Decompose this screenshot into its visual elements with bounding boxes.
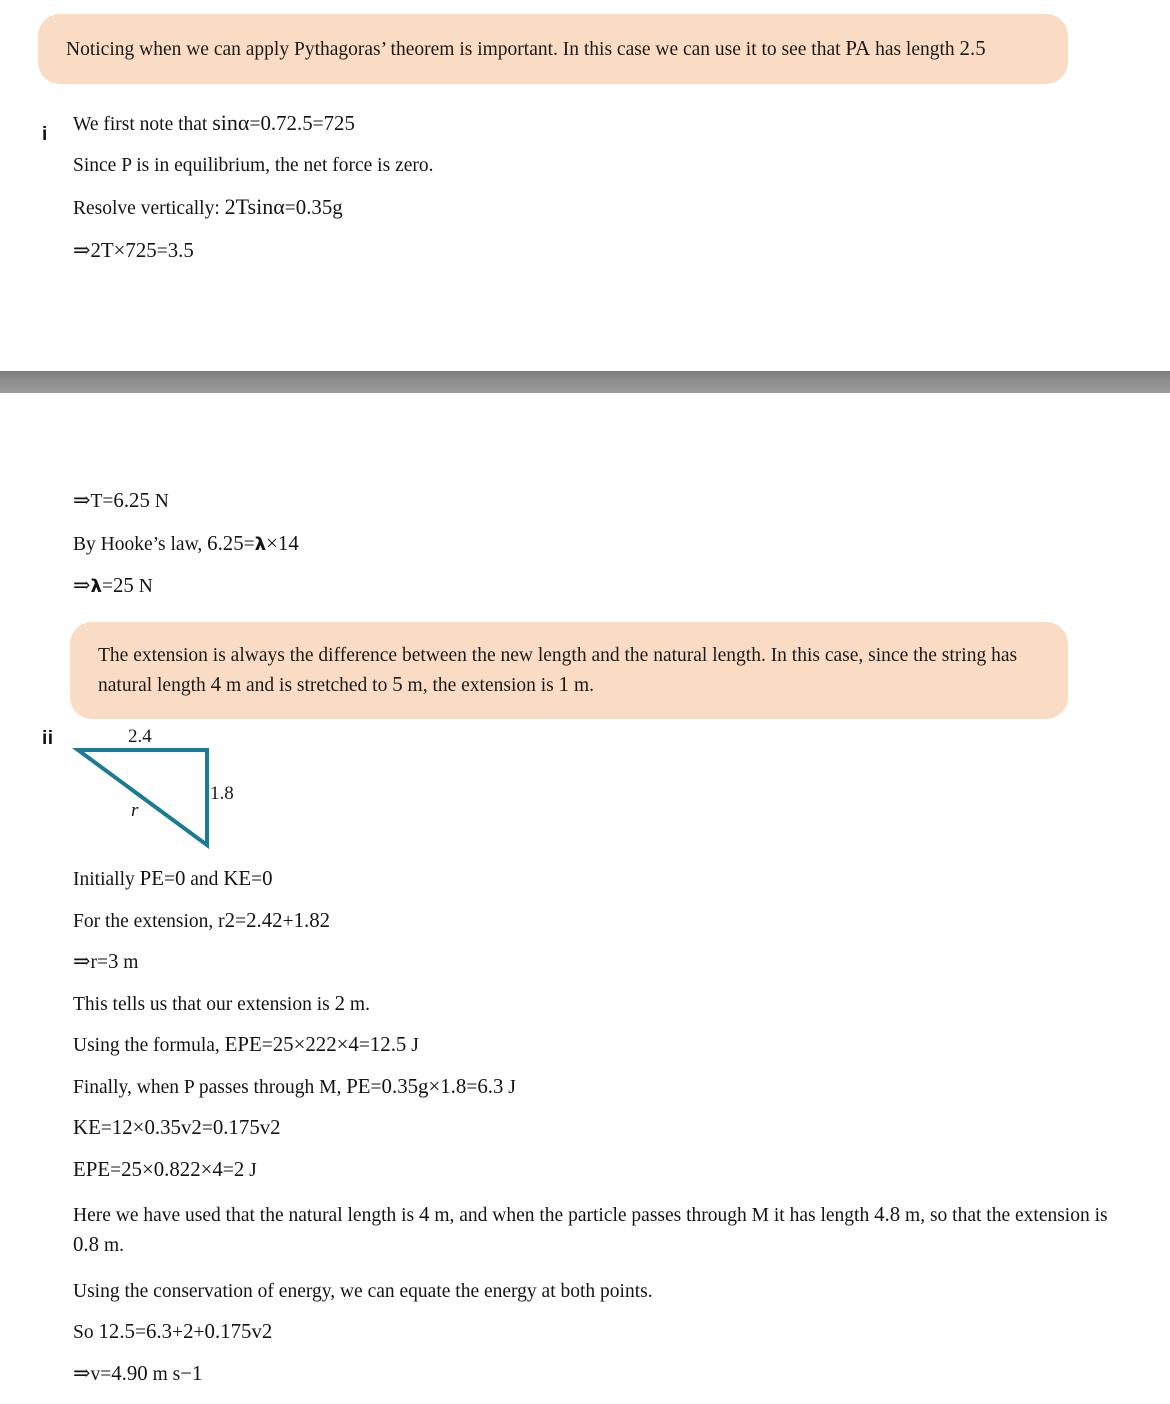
working-steps-part-i bbox=[73, 112, 1073, 282]
step-paragraph: Here we have used that the natural length is 4 m, and when the particle passes through M it has length 4.8 m, so that the extension is 0.8 m. bbox=[73, 1202, 1108, 1256]
step-line: ⇒2T×725=3.5 bbox=[73, 237, 194, 262]
step-line: ⇒λ=25 N bbox=[73, 573, 153, 597]
right-triangle-figure bbox=[60, 722, 290, 862]
step-line: By Hooke’s law, 6.25=λ×14 bbox=[73, 530, 299, 555]
part-marker-ii: ii bbox=[42, 728, 54, 749]
part-marker-i: i bbox=[42, 124, 48, 145]
step-line: So 12.5=6.3+2+0.175v2 bbox=[73, 1319, 273, 1344]
working-steps-part-ii bbox=[73, 868, 1123, 1404]
callout-top-text: Noticing when we can apply Pythagoras’ theorem is important. In this case we can use it to see that PA has length 2.5 bbox=[66, 36, 986, 60]
step-line: We first note that sinα=0.72.5=725 bbox=[73, 110, 355, 135]
triangle-label-hypotenuse: r bbox=[131, 800, 139, 821]
step-line: ⇒T=6.25 N bbox=[73, 488, 169, 512]
triangle-svg bbox=[60, 722, 290, 862]
step-line: Initially PE=0 and KE=0 bbox=[73, 866, 273, 890]
step-line: ⇒v=4.90 m s−1 bbox=[73, 1360, 203, 1385]
step-line: Resolve vertically: 2Tsinα=0.35g bbox=[73, 194, 343, 219]
step-line: KE=12×0.35v2=0.175v2 bbox=[73, 1115, 281, 1139]
working-steps-continued bbox=[73, 490, 1073, 618]
step-line: Finally, when P passes through M, PE=0.35g×1.8=6.3 J bbox=[73, 1073, 516, 1098]
triangle-label-top: 2.4 bbox=[128, 726, 152, 747]
callout-extension bbox=[70, 622, 1068, 719]
step-line: For the extension, r2=2.42+1.82 bbox=[73, 907, 331, 932]
step-line: This tells us that our extension is 2 m. bbox=[73, 990, 370, 1015]
page-divider-bar bbox=[0, 371, 1170, 393]
step-line: EPE=25×0.822×4=2 J bbox=[73, 1156, 257, 1181]
step-line: Using the formula, EPE=25×222×4=12.5 J bbox=[73, 1032, 419, 1056]
callout-mid-text: The extension is always the difference between the new length and the natural length. In this case, since the string has natural length 4 m and is stretched to 5 m, the extension is 1 m. bbox=[98, 645, 1018, 696]
callout-pythagoras bbox=[38, 14, 1068, 84]
triangle-outline bbox=[78, 750, 207, 845]
step-line: ⇒r=3 m bbox=[73, 949, 139, 973]
triangle-label-side: 1.8 bbox=[210, 783, 234, 804]
step-line: Since P is in equilibrium, the net force is zero. bbox=[73, 154, 434, 176]
step-line: Using the conservation of energy, we can equate the energy at both points. bbox=[73, 1280, 653, 1302]
